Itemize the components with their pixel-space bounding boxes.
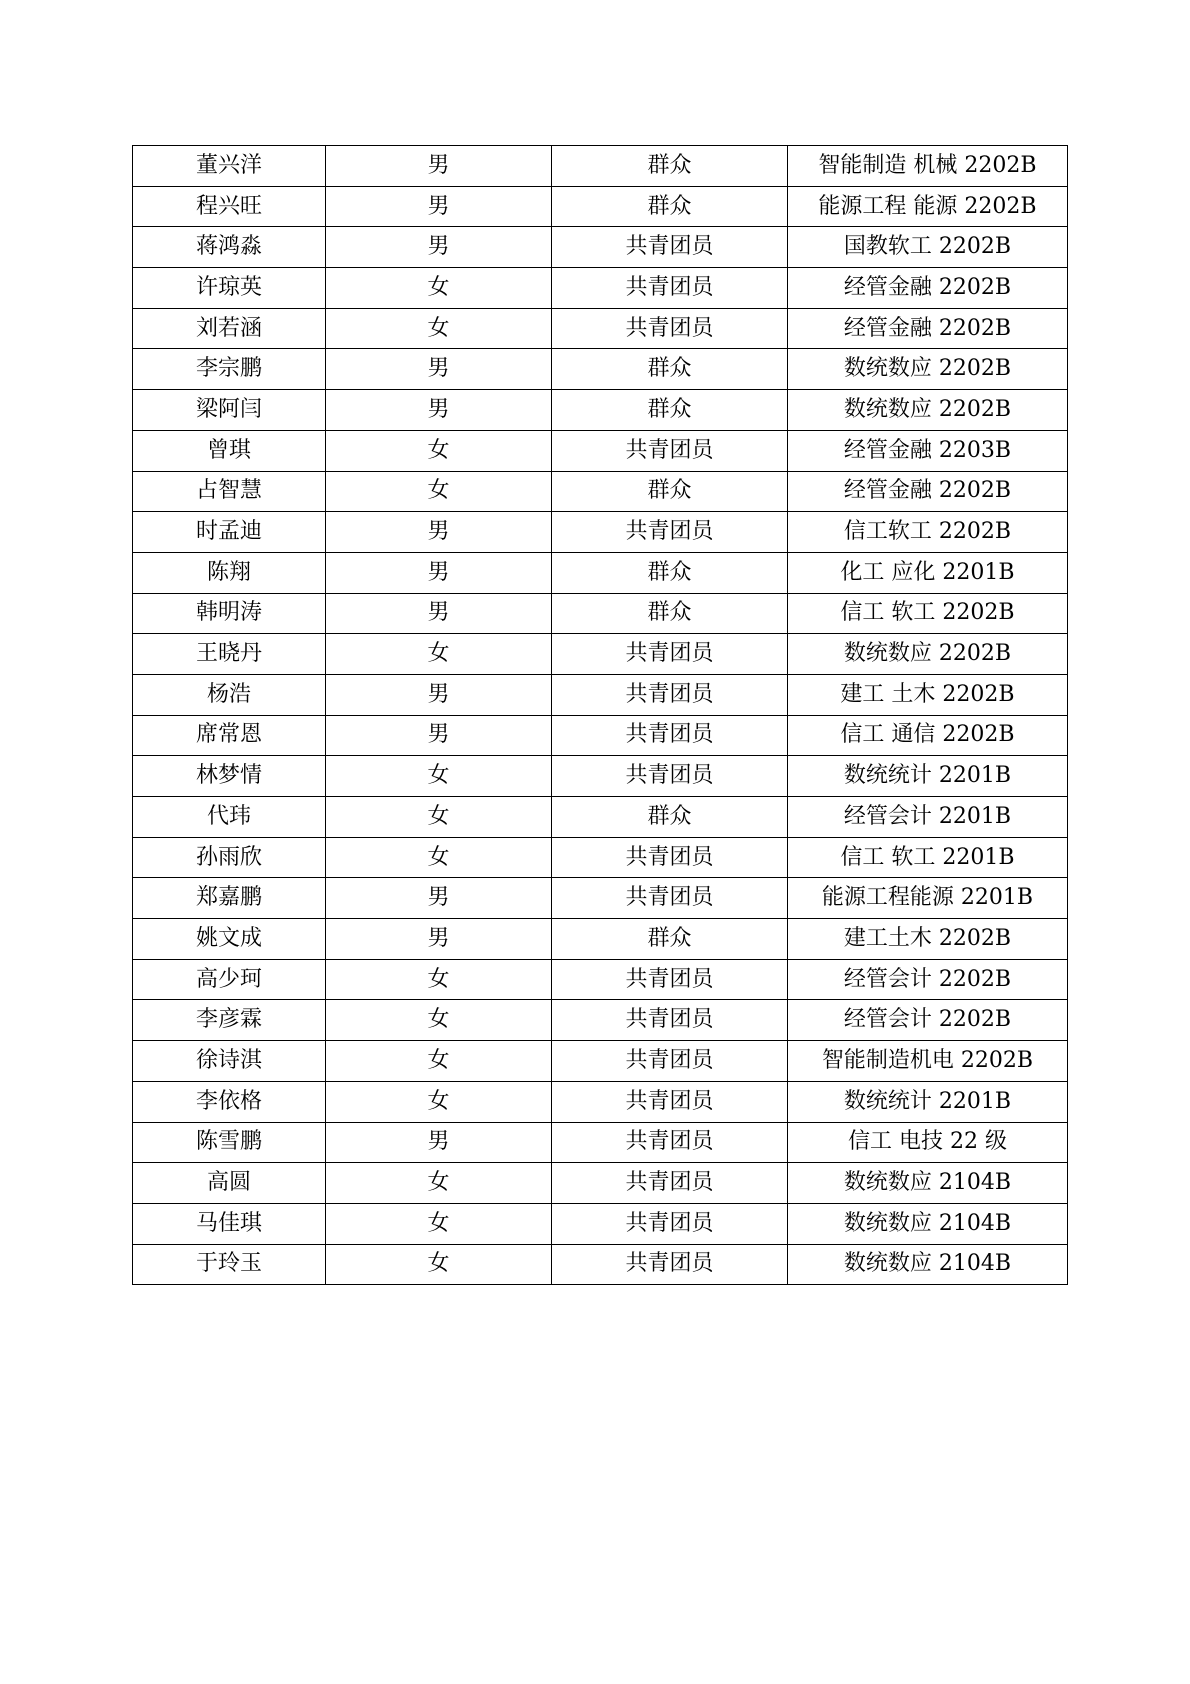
gender-cell: 男: [326, 390, 552, 431]
class-cell: 经管金融 2202B: [788, 471, 1068, 512]
political-status-cell: 共青团员: [552, 1163, 788, 1204]
table-row: [133, 715, 1068, 756]
gender-cell: 女: [326, 308, 552, 349]
table-row: [133, 674, 1068, 715]
gender-cell: 女: [326, 1081, 552, 1122]
student-name-cell: 高圆: [133, 1163, 326, 1204]
political-status-cell: 共青团员: [552, 1244, 788, 1285]
gender-cell: 女: [326, 634, 552, 675]
gender-cell: 女: [326, 268, 552, 309]
class-cell: 化工 应化 2201B: [788, 552, 1068, 593]
table-row: [133, 756, 1068, 797]
gender-cell: 女: [326, 1203, 552, 1244]
student-name-cell: 董兴洋: [133, 146, 326, 187]
table-row: [133, 593, 1068, 634]
student-name-cell: 李彦霖: [133, 1000, 326, 1041]
student-name-cell: 梁阿闫: [133, 390, 326, 431]
class-cell: 经管会计 2201B: [788, 797, 1068, 838]
student-name-cell: 程兴旺: [133, 186, 326, 227]
gender-cell: 女: [326, 430, 552, 471]
table-row: [133, 1244, 1068, 1285]
student-name-cell: 李依格: [133, 1081, 326, 1122]
political-status-cell: 群众: [552, 552, 788, 593]
political-status-cell: 共青团员: [552, 715, 788, 756]
table-row: [133, 1203, 1068, 1244]
class-cell: 智能制造 机械 2202B: [788, 146, 1068, 187]
table-row: [133, 227, 1068, 268]
table-row: [133, 512, 1068, 553]
student-name-cell: 李宗鹏: [133, 349, 326, 390]
political-status-cell: 共青团员: [552, 878, 788, 919]
gender-cell: 男: [326, 1122, 552, 1163]
class-cell: 信工 电技 22 级: [788, 1122, 1068, 1163]
gender-cell: 男: [326, 227, 552, 268]
gender-cell: 男: [326, 593, 552, 634]
political-status-cell: 群众: [552, 390, 788, 431]
political-status-cell: 群众: [552, 797, 788, 838]
gender-cell: 男: [326, 674, 552, 715]
class-cell: 建工土木 2202B: [788, 919, 1068, 960]
student-name-cell: 陈雪鹏: [133, 1122, 326, 1163]
political-status-cell: 群众: [552, 186, 788, 227]
student-name-cell: 时孟迪: [133, 512, 326, 553]
student-name-cell: 陈翔: [133, 552, 326, 593]
table-row: [133, 268, 1068, 309]
table-row: [133, 552, 1068, 593]
gender-cell: 男: [326, 919, 552, 960]
gender-cell: 女: [326, 1041, 552, 1082]
political-status-cell: 共青团员: [552, 512, 788, 553]
class-cell: 数统数应 2202B: [788, 349, 1068, 390]
student-name-cell: 高少珂: [133, 959, 326, 1000]
class-cell: 经管金融 2202B: [788, 268, 1068, 309]
gender-cell: 女: [326, 471, 552, 512]
political-status-cell: 共青团员: [552, 308, 788, 349]
gender-cell: 女: [326, 797, 552, 838]
table-row: [133, 878, 1068, 919]
table-row: [133, 634, 1068, 675]
class-cell: 数统数应 2104B: [788, 1244, 1068, 1285]
political-status-cell: 共青团员: [552, 837, 788, 878]
political-status-cell: 共青团员: [552, 227, 788, 268]
student-name-cell: 王晓丹: [133, 634, 326, 675]
student-name-cell: 曾琪: [133, 430, 326, 471]
political-status-cell: 群众: [552, 349, 788, 390]
gender-cell: 男: [326, 349, 552, 390]
table-row: [133, 1081, 1068, 1122]
class-cell: 数统数应 2104B: [788, 1203, 1068, 1244]
gender-cell: 女: [326, 1244, 552, 1285]
gender-cell: 女: [326, 1000, 552, 1041]
gender-cell: 女: [326, 959, 552, 1000]
political-status-cell: 共青团员: [552, 959, 788, 1000]
student-name-cell: 林梦情: [133, 756, 326, 797]
class-cell: 建工 土木 2202B: [788, 674, 1068, 715]
political-status-cell: 共青团员: [552, 1041, 788, 1082]
class-cell: 经管会计 2202B: [788, 959, 1068, 1000]
class-cell: 智能制造机电 2202B: [788, 1041, 1068, 1082]
class-cell: 信工 通信 2202B: [788, 715, 1068, 756]
class-cell: 国教软工 2202B: [788, 227, 1068, 268]
gender-cell: 女: [326, 837, 552, 878]
roster-table: [132, 145, 1068, 1285]
student-name-cell: 杨浩: [133, 674, 326, 715]
gender-cell: 男: [326, 552, 552, 593]
table-row: [133, 186, 1068, 227]
student-name-cell: 蒋鸿淼: [133, 227, 326, 268]
political-status-cell: 群众: [552, 593, 788, 634]
student-name-cell: 刘若涵: [133, 308, 326, 349]
class-cell: 信工软工 2202B: [788, 512, 1068, 553]
class-cell: 数统统计 2201B: [788, 756, 1068, 797]
table-row: [133, 837, 1068, 878]
table-row: [133, 308, 1068, 349]
table-row: [133, 919, 1068, 960]
political-status-cell: 共青团员: [552, 1000, 788, 1041]
roster-table-body: [133, 146, 1068, 1285]
table-row: [133, 1122, 1068, 1163]
table-row: [133, 471, 1068, 512]
political-status-cell: 群众: [552, 919, 788, 960]
class-cell: 数统数应 2202B: [788, 390, 1068, 431]
student-name-cell: 马佳琪: [133, 1203, 326, 1244]
political-status-cell: 共青团员: [552, 674, 788, 715]
political-status-cell: 共青团员: [552, 756, 788, 797]
gender-cell: 男: [326, 715, 552, 756]
class-cell: 信工 软工 2202B: [788, 593, 1068, 634]
student-name-cell: 代玮: [133, 797, 326, 838]
political-status-cell: 群众: [552, 471, 788, 512]
political-status-cell: 群众: [552, 146, 788, 187]
table-row: [133, 959, 1068, 1000]
class-cell: 数统数应 2104B: [788, 1163, 1068, 1204]
student-name-cell: 占智慧: [133, 471, 326, 512]
political-status-cell: 共青团员: [552, 1122, 788, 1163]
gender-cell: 男: [326, 186, 552, 227]
class-cell: 经管金融 2203B: [788, 430, 1068, 471]
political-status-cell: 共青团员: [552, 430, 788, 471]
table-row: [133, 146, 1068, 187]
class-cell: 经管金融 2202B: [788, 308, 1068, 349]
class-cell: 能源工程能源 2201B: [788, 878, 1068, 919]
table-row: [133, 1041, 1068, 1082]
student-name-cell: 韩明涛: [133, 593, 326, 634]
gender-cell: 男: [326, 878, 552, 919]
political-status-cell: 共青团员: [552, 268, 788, 309]
political-status-cell: 共青团员: [552, 1203, 788, 1244]
class-cell: 数统数应 2202B: [788, 634, 1068, 675]
student-name-cell: 许琼英: [133, 268, 326, 309]
table-row: [133, 390, 1068, 431]
gender-cell: 男: [326, 146, 552, 187]
gender-cell: 女: [326, 1163, 552, 1204]
student-name-cell: 于玲玉: [133, 1244, 326, 1285]
table-row: [133, 430, 1068, 471]
class-cell: 数统统计 2201B: [788, 1081, 1068, 1122]
student-name-cell: 孙雨欣: [133, 837, 326, 878]
class-cell: 能源工程 能源 2202B: [788, 186, 1068, 227]
class-cell: 经管会计 2202B: [788, 1000, 1068, 1041]
table-row: [133, 797, 1068, 838]
student-name-cell: 席常恩: [133, 715, 326, 756]
student-name-cell: 姚文成: [133, 919, 326, 960]
table-row: [133, 1000, 1068, 1041]
gender-cell: 男: [326, 512, 552, 553]
student-name-cell: 郑嘉鹏: [133, 878, 326, 919]
class-cell: 信工 软工 2201B: [788, 837, 1068, 878]
political-status-cell: 共青团员: [552, 1081, 788, 1122]
table-row: [133, 349, 1068, 390]
table-row: [133, 1163, 1068, 1204]
political-status-cell: 共青团员: [552, 634, 788, 675]
gender-cell: 女: [326, 756, 552, 797]
student-name-cell: 徐诗淇: [133, 1041, 326, 1082]
